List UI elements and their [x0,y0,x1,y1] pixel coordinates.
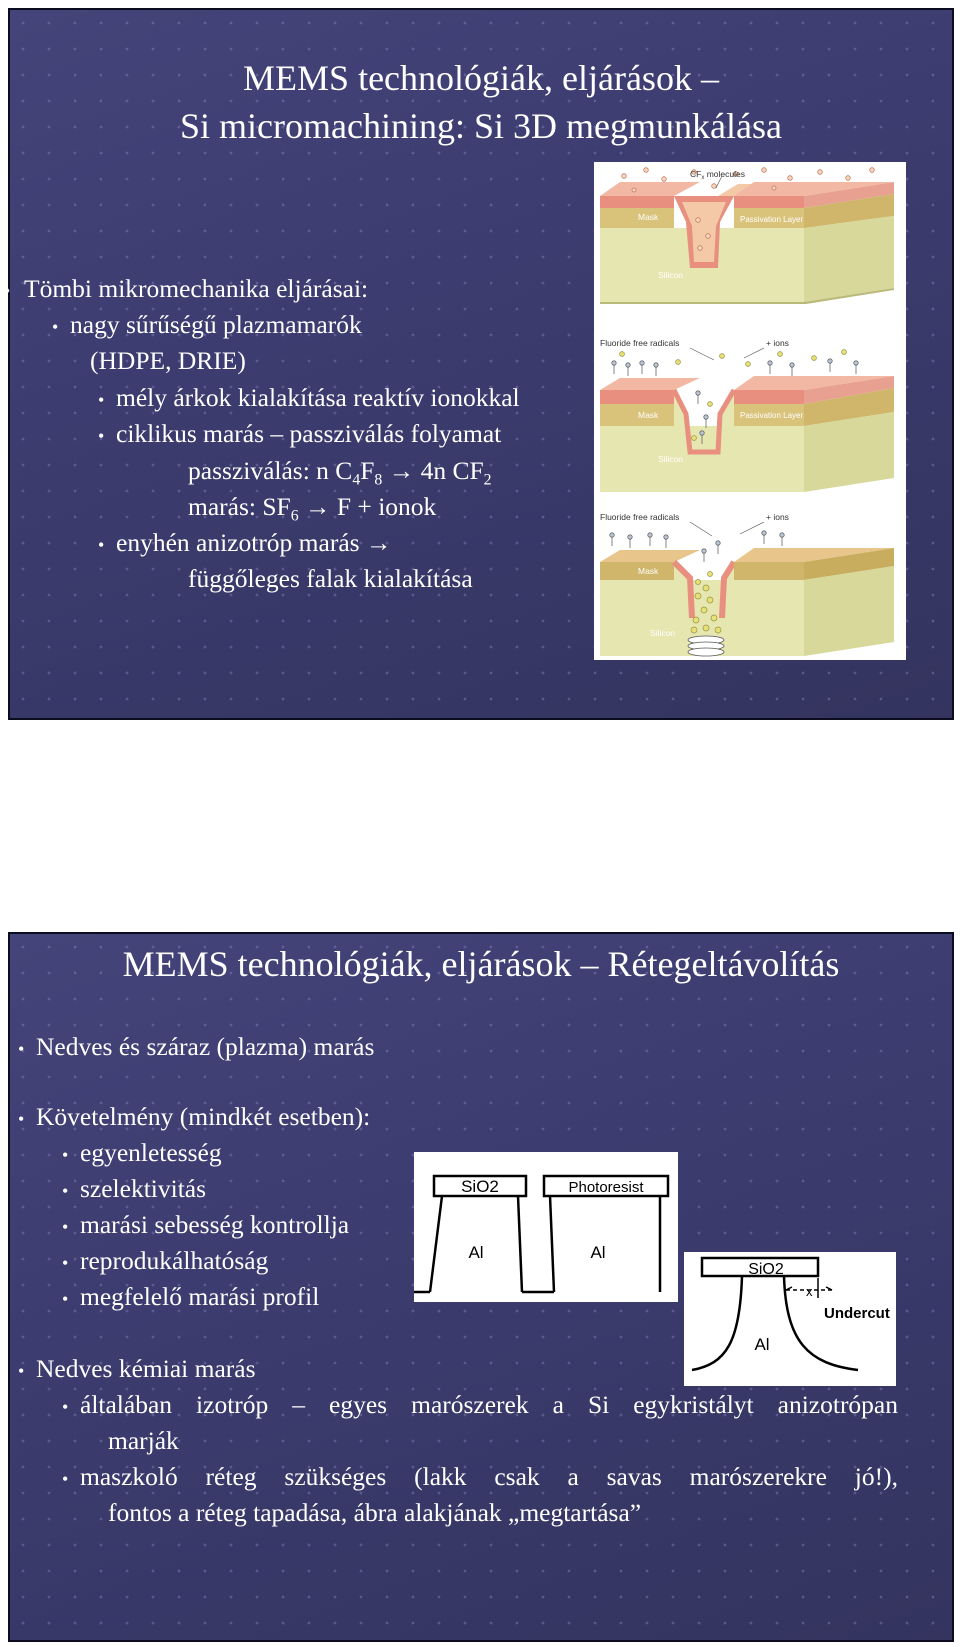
slide-1-title-line-1: MEMS technológiák, eljárások – [243,58,719,98]
silicon-label: Silicon [658,270,684,280]
sio2-label: SiO2 [748,1261,784,1278]
panel-etch-step-2 [600,512,894,656]
slide-2 [8,932,954,1642]
passivation-layer-label: Passivation Layer [740,215,804,224]
radicals-label: Fluoride free radicals [600,338,680,348]
slide-1-title-line-2: Si micromachining: Si 3D megmunkálása [180,106,782,146]
bullet-dot: • [62,1289,69,1309]
al-label: Al [754,1335,770,1354]
photoresist-label: Photoresist [568,1179,644,1196]
sio2-label: SiO2 [461,1177,499,1196]
bullet-bulk-micromachining: Tömbi mikromechanika eljárásai: [24,274,369,303]
requirement-profile: megfelelő marási profil [80,1282,320,1311]
silicon-label: Silicon [650,628,676,638]
svg-text:CFx molecules: $CF_x$ molecules [690,169,745,181]
bullet-dot: • [62,1397,69,1417]
bullet-dot: • [62,1217,69,1237]
al-label: Al [590,1243,606,1262]
x-label: x [806,1284,813,1299]
bullet-dot: • [62,1181,69,1201]
bullet-dot: • [52,317,59,337]
bullet-dot: • [98,426,105,446]
bullet-requirements: Követelmény (mindkét esetben): [36,1102,371,1131]
bullet-dot: • [62,1253,69,1273]
ions-label: + ions [766,512,789,522]
passivation-formula: passziválás: n $C_4F_8 \to 4n$ $CF_2$ [188,456,492,489]
etch-profile-diagram [414,1152,678,1302]
etch-formula: marás: $SF_6 \to F$ + ionok [188,492,437,525]
requirement-rate-control: marási sebesség kontrollja [80,1210,350,1239]
drie-process-figure [594,162,906,660]
bullet-dot: • [18,1039,25,1059]
bullet-anisotropic-cont: függőleges falak kialakítása [188,564,473,593]
bullet-isotropic: általában izotróp – egyes marószerek a Si egykristályt anizotrópan [80,1390,898,1419]
bullet-dot: • [4,281,11,301]
undercut-figure [684,1252,896,1386]
mask-label: Mask [638,410,659,420]
bullet-anisotropic: enyhén anizotróp marás → [116,528,392,557]
radicals-label: Fluoride free radicals [600,512,680,522]
passivation-layer-label: Passivation Layer [740,411,804,420]
bullet-dot: • [18,1109,25,1129]
slide-2-title: MEMS technológiák, eljárások – Rétegeltávolítás [122,944,840,984]
bullet-masking-layer: maszkoló réteg szükséges (lakk csak a savas marószerekre jó!), [80,1462,898,1491]
bullet-dot: • [98,390,105,410]
al-label: Al [468,1243,484,1262]
bullet-dot: • [98,535,105,555]
bullet-isotropic-cont: marják [108,1426,179,1455]
bullet-dot: • [18,1361,25,1381]
undercut-diagram [684,1252,896,1386]
etch-profile-figure [414,1152,678,1302]
bullet-dot: • [62,1469,69,1489]
bullet-wet-chemical: Nedves kémiai marás [36,1354,256,1383]
mask-label: Mask [638,566,659,576]
bullet-wet-dry-etching: Nedves és száraz (plazma) marás [36,1032,375,1061]
bullet-deep-trenches: mély árkok kialakítása reaktív ionokkal [116,383,520,412]
bullet-plasma-etchers: nagy sűrűségű plazmamarók [70,310,362,339]
ions-label: + ions [766,338,789,348]
bullet-cyclic-etch: ciklikus marás – passziválás folyamat [116,419,502,448]
panel-etch-step-1 [600,338,894,492]
slide-1 [4,8,954,720]
requirement-reproducibility: reprodukálhatóság [80,1246,269,1275]
drie-diagram [594,162,906,660]
bullet-plasma-etchers-cont: (HDPE, DRIE) [90,346,246,375]
bullet-dot: • [62,1145,69,1165]
undercut-label: Undercut [824,1305,890,1322]
requirement-uniformity: egyenletesség [80,1138,222,1167]
bullet-masking-layer-cont: fontos a réteg tapadása, ábra alakjának „megtartása” [108,1498,642,1527]
requirement-selectivity: szelektivitás [80,1174,207,1203]
silicon-label: Silicon [658,454,684,464]
panel-passivation [600,168,894,304]
mask-label: Mask [638,212,659,222]
